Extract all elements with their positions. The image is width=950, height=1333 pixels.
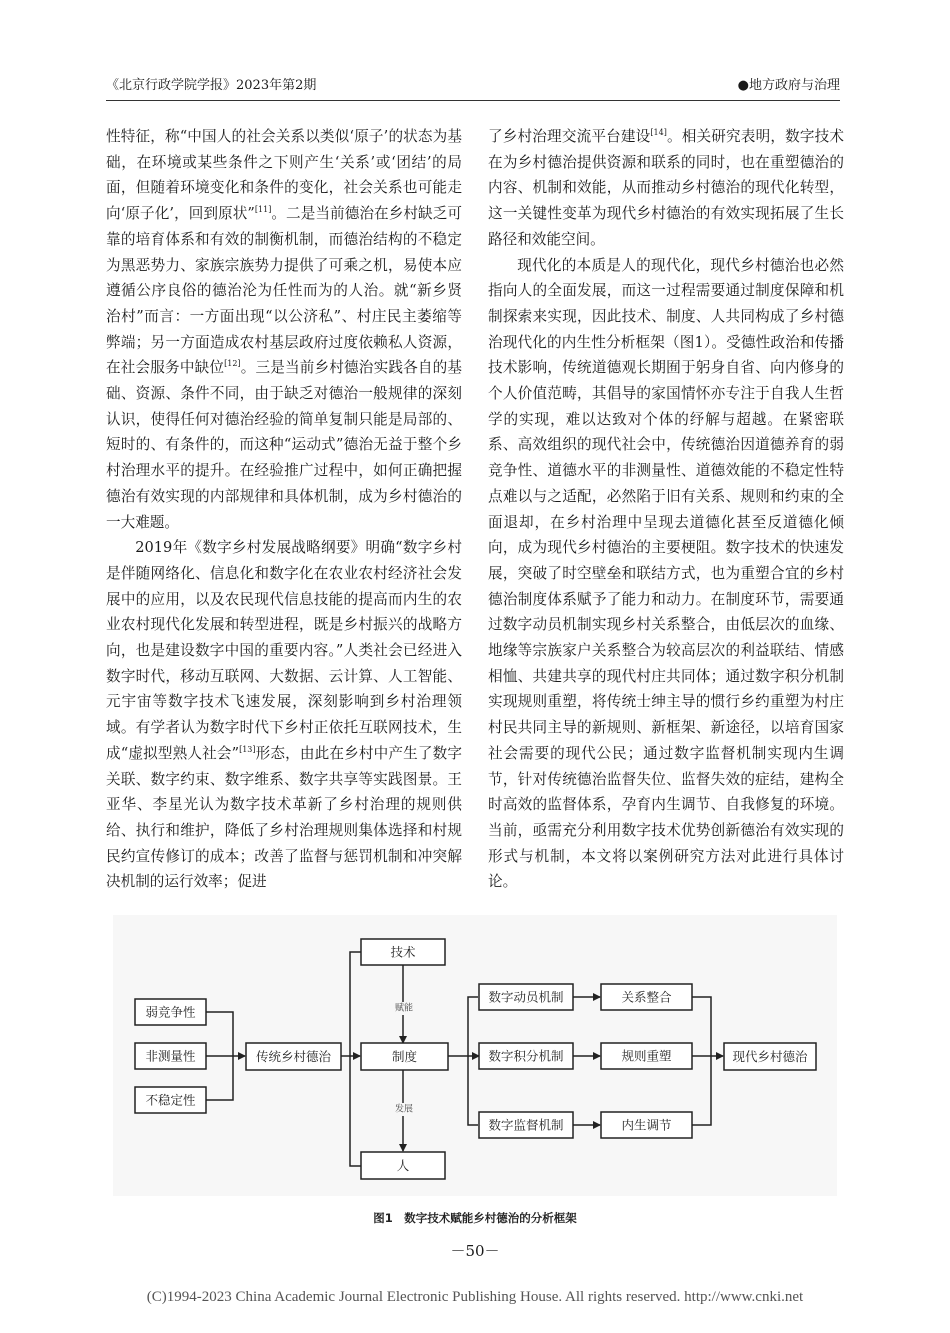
connector (468, 1056, 478, 1125)
node-modern: 现代乡村德治 (732, 1049, 808, 1064)
paragraph: 现代化的本质是人的现代化，现代乡村德治也必然指向人的全面发展，而这一过程需要通过制度保障和机制探索来实现，因此技术、制度、人共同构成了乡村德治现代化的内生性分析框架（图1）。受德性政治和传播技术影响，传统道德观长期囿于躬身自省、向内修身的个人价值范畴，其倡导的家国情怀亦专注于自我人生哲学的实现，难以达致对个体的纾解与超越。在紧密联系、高效组织的现代社会中，传统德治因道德养育的弱竞争性、道德水平的非测量性、道德效能的不稳定性特点难以与之适配，必然陷于旧有关系、规则和约束的全面退却，在乡村治理中呈现去道德化甚至反道德化倾向，成为现代乡村德治的主要梗阻。数字技术的快速发展，突破了时空壁垒和联结方式，也为重塑合宜的乡村德治制度体系赋予了能力和动力。在制度环节，需要通过数字动员机制实现乡村关系整合，由低层次的血缘、地缘等宗族家户关系整合为较高层次的利益联结、情感相恤、共建共享的现代村庄共同体；通过数字积分机制实现规则重塑，将传统士绅主导的惯行乡约重塑为村庄村民共同主导的新规则、新框架、新途径，以培育国家社会需要的现代公民；通过数字监督机制实现内生调节，针对传统德治监督失位、监督失效的症结，建构全时高效的监督体系，孕育内生调节、自我修复的环境。当前，亟需充分利用数字技术优势创新德治有效实现的形式与机制，本文将以案例研究方法对此进行具体讨论。 (488, 256, 844, 891)
header-divider (106, 100, 840, 101)
connector (350, 952, 361, 1056)
figure-caption: 图1 数字技术赋能乡村德治的分析框架 (373, 1211, 577, 1225)
right-column (488, 124, 844, 895)
node-regulation: 内生调节 (621, 1117, 672, 1133)
paragraph (488, 124, 844, 253)
connector (448, 997, 478, 1056)
text-run: 。相关研究表明，数字技术在为乡村德治提供资源和联系的同时，也在重塑德治的内容、机制和效能，从而推动乡村德治的现代化转型，这一关键性变革为现代乡村德治的有效实现拓展了生长路径和效能空间。 (488, 128, 844, 248)
node-people: 人 (396, 1158, 410, 1173)
node-traditional: 传统乡村德治 (255, 1049, 332, 1064)
text-run: 了乡村治理交流平台建设 (488, 128, 651, 145)
citation-ref: [13] (239, 745, 256, 755)
paragraph (106, 124, 462, 535)
framework-figure (113, 915, 837, 1196)
copyright-footer: (C)1994-2023 China Academic Journal Electronic Publishing House. All rights reserved. http://www.cnki.net (146, 1289, 804, 1305)
section-header: ●地方政府与治理 (737, 78, 840, 93)
text-run: 2019年《数字乡村发展战略纲要》明确“数字乡村是伴随网络化、信息化和数字化在农业农村经济社会发展中的应用，以及农民现代信息技能的提高而内生的农业农村现代化发展和转型进程，既是乡村振兴的战略方向，也是建设数字中国的重要内容。”人类社会已经进入数字时代，移动互联网、大数据、云计算、人工智能、元宇宙等数字技术飞速发展，深刻影响到乡村治理领域。有学者认为数字时代下乡村正依托互联网技术，生成“虚拟型熟人社会” (106, 539, 462, 762)
text-run: 。三是当前乡村德治实践各自的基础、资源、条件不同，由于缺乏对德治一般规律的深刻认识，使得任何对德治经验的简单复制只能是局部的、短时的、有条件的，而这种“运动式”德治无益于整个乡村治理水平的提升。在经验推广过程中，如何正确把握德治有效实现的内部规律和具体机制，成为乡村德治的一大难题。 (106, 359, 462, 531)
text-run: 。二是当前德治在乡村缺乏可靠的培育体系和有效的制衡机制，而德治结构的不稳定为黑恶势力、家族宗族势力提供了可乘之机，易使本应遵循公序良俗的德治沦为任性而为的人治。就“新乡贤治村”而言：一方面出现“以公济私”、村庄民主萎缩等弊端；另一方面造成农村基层政府过度依赖私人资源，在社会服务中缺位 (106, 205, 462, 377)
edge-label-develop: 发展 (394, 1104, 414, 1115)
page-number: －50－ (450, 1242, 500, 1260)
node-supervision: 数字监督机制 (488, 1117, 564, 1133)
node-technology: 技术 (390, 944, 416, 960)
text-run: 形态，由此在乡村中产生了数字关联、数字约束、数字维系、数字共享等实践图景。王亚华、李星光认为数字技术革新了乡村治理的规则供给、执行和维护，降低了乡村治理规则集体选择和村规民约宣传修订的成本；改善了监督与惩罚机制和冲突解决机制的运行效率；促进 (106, 744, 462, 891)
node-mobilization: 数字动员机制 (488, 989, 564, 1005)
citation-ref: [14] (650, 128, 667, 138)
connector (692, 997, 711, 1125)
citation-ref: [11] (254, 205, 272, 215)
left-column (106, 124, 462, 895)
node-institution: 制度 (391, 1049, 418, 1064)
node-points: 数字积分机制 (488, 1048, 564, 1064)
framework-diagram (113, 915, 837, 1196)
edge-label-empower: 赋能 (394, 1003, 414, 1014)
paragraph (106, 535, 462, 895)
citation-ref: [12] (224, 359, 241, 369)
journal-header: 《北京行政学院学报》2023年第2期 (106, 78, 317, 93)
node-non-measurable: 非测量性 (145, 1048, 196, 1064)
node-integration: 关系整合 (621, 989, 672, 1005)
text-run: 性特征，称“中国人的社会关系以类似‘原子’的状态为基础，在环境或某些条件之下则产生‘关系’或‘团结’的局面，但随着环境变化和条件的变化，社会关系也可能走向‘原子化’，回到原状” (106, 128, 462, 223)
connector (350, 1056, 361, 1166)
node-reshaping: 规则重塑 (621, 1048, 672, 1064)
node-unstable: 不稳定性 (145, 1092, 196, 1108)
node-weak-competition: 弱竞争性 (145, 1004, 196, 1020)
